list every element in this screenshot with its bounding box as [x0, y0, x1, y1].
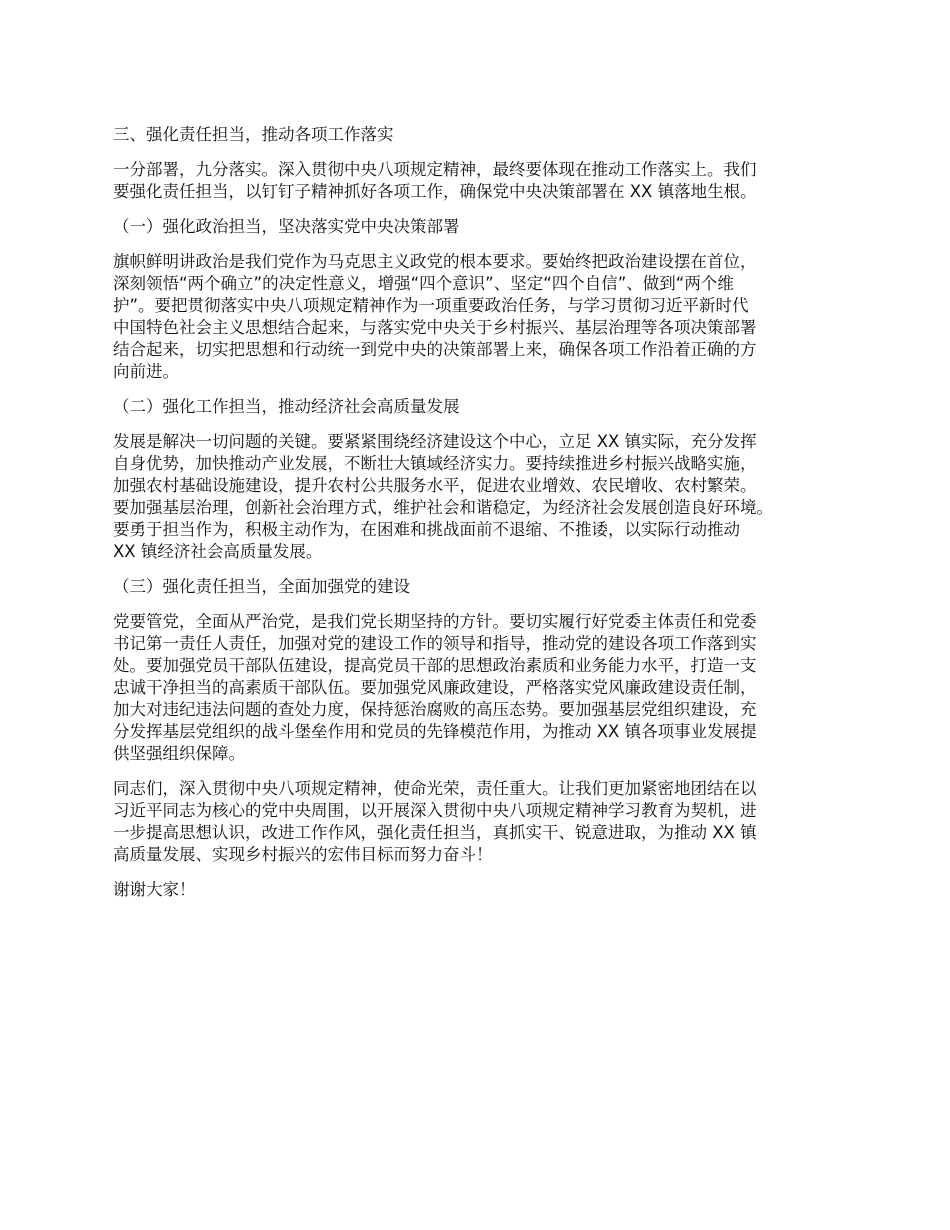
paragraph-line: 旗帜鲜明讲政治是我们党作为马克思主义政党的根本要求。要始终把政治建设摆在首位，	[113, 252, 757, 271]
heading-text: （三）强化责任担当，全面加强党的建设	[113, 577, 410, 596]
paragraph-party-building	[113, 611, 853, 765]
paragraph-economic	[113, 431, 853, 563]
subsection-heading-2	[113, 396, 853, 418]
paragraph-line: 供坚强组织保障。	[113, 744, 245, 763]
section-heading	[113, 124, 853, 146]
paragraph-line: 要加强基层治理，创新社会治理方式，维护社会和谐稳定，为经济社会发展创造良好环境。	[113, 498, 773, 517]
paragraph-political	[113, 251, 853, 383]
paragraph-line: 要强化责任担当，以钉钉子精神抓好各项工作，确保党中央决策部署在 XX 镇落地生根。	[113, 182, 757, 201]
paragraph-intro	[113, 159, 853, 203]
paragraph-line: 深刻领悟“两个确立”的决定性意义，增强“四个意识”、坚定“四个自信”、做到“两个维	[113, 274, 734, 293]
paragraph-line: 加大对违纪违法问题的查处力度，保持惩治腐败的高压态势。要加强基层党组织建设，充	[113, 700, 757, 719]
subsection-heading-1	[113, 216, 853, 238]
paragraph-line: 向前进。	[113, 362, 179, 381]
paragraph-line: 谢谢大家！	[113, 880, 196, 899]
paragraph-line: 书记第一责任人责任，加强对党的建设工作的领导和指导，推动党的建设各项工作落到实	[113, 634, 757, 653]
paragraph-thanks	[113, 879, 853, 901]
paragraph-line: 自身优势，加快推动产业发展，不断壮大镇域经济实力。要持续推进乡村振兴战略实施，	[113, 454, 757, 473]
paragraph-line: 习近平同志为核心的党中央周围，以开展深入贯彻中央八项规定精神学习教育为契机，进	[113, 801, 757, 820]
paragraph-line: 忠诚干净担当的高素质干部队伍。要加强党风廉政建设，严格落实党风廉政建设责任制，	[113, 678, 757, 697]
paragraph-line: 中国特色社会主义思想结合起来，与落实党中央关于乡村振兴、基层治理等各项决策部署	[113, 318, 757, 337]
heading-text: 三、强化责任担当，推动各项工作落实	[113, 125, 394, 144]
paragraph-line: 一分部署，九分落实。深入贯彻中央八项规定精神，最终要体现在推动工作落实上。我们	[113, 160, 757, 179]
paragraph-closing	[113, 778, 853, 866]
paragraph-line: 同志们，深入贯彻中央八项规定精神，使命光荣，责任重大。让我们更加紧密地团结在以	[113, 779, 757, 798]
paragraph-line: 发展是解决一切问题的关键。要紧紧围绕经济建设这个中心，立足 XX 镇实际，充分发挥	[113, 432, 757, 451]
paragraph-line: 分发挥基层党组织的战斗堡垒作用和党员的先锋模范作用，为推动 XX 镇各项事业发展提	[113, 722, 757, 741]
paragraph-line: 护”。要把贯彻落实中央八项规定精神作为一项重要政治任务，与学习贯彻习近平新时代	[113, 296, 749, 315]
paragraph-line: 要勇于担当作为，积极主动作为，在困难和挑战面前不退缩、不推诿，以实际行动推动	[113, 520, 740, 539]
paragraph-line: XX 镇经济社会高质量发展。	[113, 542, 323, 561]
heading-text: （一）强化政治担当，坚决落实党中央决策部署	[113, 217, 460, 236]
heading-text: （二）强化工作担当，推动经济社会高质量发展	[113, 397, 460, 416]
paragraph-line: 处。要加强党员干部队伍建设，提高党员干部的思想政治素质和业务能力水平，打造一支	[113, 656, 757, 675]
subsection-heading-3	[113, 576, 853, 598]
paragraph-line: 加强农村基础设施建设，提升农村公共服务水平，促进农业增效、农民增收、农村繁荣。	[113, 476, 757, 495]
paragraph-line: 高质量发展、实现乡村振兴的宏伟目标而努力奋斗！	[113, 845, 493, 864]
paragraph-line: 一步提高思想认识，改进工作作风，强化责任担当，真抓实干、锐意进取，为推动 XX 镇	[113, 823, 757, 842]
document-body	[113, 124, 853, 914]
paragraph-line: 党要管党，全面从严治党，是我们党长期坚持的方针。要切实履行好党委主体责任和党委	[113, 612, 757, 631]
paragraph-line: 结合起来，切实把思想和行动统一到党中央的决策部署上来，确保各项工作沿着正确的方	[113, 340, 757, 359]
